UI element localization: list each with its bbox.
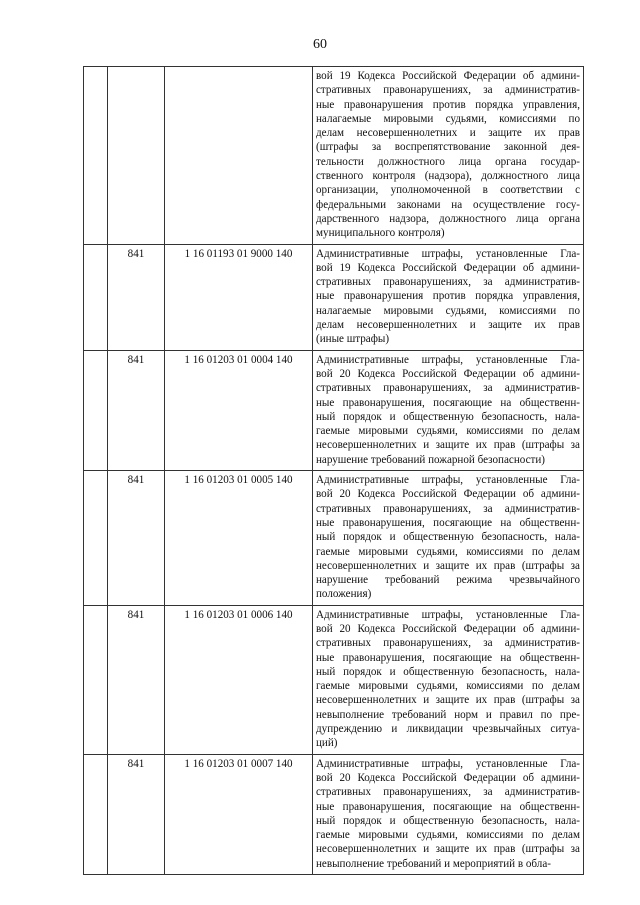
description-cell — [313, 244, 584, 350]
description-cell — [313, 605, 584, 754]
row-number-cell — [84, 754, 108, 874]
description-line: вой 20 Кодекса Российской Федерации об админи- — [316, 771, 580, 784]
description-line: ные правонарушения против порядка управления, — [316, 290, 580, 303]
description-line: ственного контроля (надзора), должностного лица — [316, 170, 580, 183]
revenue-code-cell: 1 16 01203 01 0005 140 — [165, 471, 313, 606]
description-line: несовершеннолетних и защите их прав (штрафы за — [316, 843, 580, 856]
description-line: невыполнение требований норм и правил по пре- — [316, 708, 580, 721]
row-number-cell — [84, 244, 108, 350]
row-number-cell — [84, 471, 108, 606]
description-line: вой 19 Кодекса Российской Федерации об админи- — [316, 70, 580, 82]
description-line: (иные штрафы) — [316, 333, 390, 346]
description-line: ций) — [316, 737, 338, 750]
description-line: невыполнение требований и мероприятий в обла- — [316, 857, 551, 870]
description-line: стративных правонарушениях, за административ- — [316, 637, 580, 650]
table-row — [84, 67, 584, 245]
description-line: ные правонарушения против порядка управления, — [316, 98, 580, 111]
row-number-cell — [84, 67, 108, 245]
description-line: стративных правонарушениях, за административ- — [316, 786, 580, 799]
revenue-code-cell: 1 16 01203 01 0004 140 — [165, 350, 313, 470]
description-line: дарственного надзора, должностного лица органа — [316, 212, 580, 225]
page-number: 60 — [313, 37, 327, 52]
description-cell — [313, 471, 584, 606]
table-row — [84, 605, 584, 754]
description-line: несовершеннолетних и защите их прав (штрафы за — [316, 694, 580, 707]
revenue-code-cell: 1 16 01193 01 9000 140 — [165, 244, 313, 350]
description-cell — [313, 67, 584, 245]
table-row — [84, 350, 584, 470]
description-line: Административные штрафы, установленные Гла- — [316, 608, 580, 621]
description-line: несовершеннолетних и защите их прав (штрафы за — [316, 559, 580, 572]
description-line: ный порядок и общественную безопасность, нала- — [316, 665, 580, 678]
description-cell — [313, 754, 584, 874]
description-line: вой 20 Кодекса Российской Федерации об админи- — [316, 488, 580, 501]
description-line: делам несовершеннолетних и защите их прав — [316, 127, 580, 140]
description-line: вой 20 Кодекса Российской Федерации об админи- — [316, 367, 580, 380]
revenue-code-cell: 1 16 01203 01 0007 140 — [165, 754, 313, 874]
table-body — [84, 67, 584, 875]
administrator-code-cell: 841 — [108, 244, 165, 350]
description-line: стративных правонарушениях, за административ- — [316, 502, 580, 515]
administrator-code-cell: 841 — [108, 471, 165, 606]
description-line: Административные штрафы, установленные Гла- — [316, 353, 580, 366]
description-line: нарушение требований режима чрезвычайного — [316, 574, 580, 587]
revenue-code-cell: 1 16 01203 01 0006 140 — [165, 605, 313, 754]
revenue-code-cell — [165, 67, 313, 245]
table-row — [84, 244, 584, 350]
row-number-cell — [84, 350, 108, 470]
revenue-code-table — [83, 66, 584, 875]
description-line: Административные штрафы, установленные Гла- — [316, 757, 580, 770]
description-line: ные правонарушения, посягающие на общественн- — [316, 651, 580, 664]
description-line: нарушение требований пожарной безопасности) — [316, 453, 545, 466]
description-line: делам несовершеннолетних и защите их прав — [316, 319, 580, 332]
description-line: ный порядок и общественную безопасность, нала- — [316, 814, 580, 827]
description-line: стративных правонарушениях, за административ- — [316, 84, 580, 97]
description-line: вой 19 Кодекса Российской Федерации об админи- — [316, 261, 580, 274]
description-line: вой 20 Кодекса Российской Федерации об админи- — [316, 622, 580, 635]
description-line: положения) — [316, 588, 372, 601]
description-line: ные правонарушения, посягающие на общественн- — [316, 800, 580, 813]
description-line: стративных правонарушениях, за административ- — [316, 382, 580, 395]
description-line: ный порядок и общественную безопасность, нала- — [316, 531, 580, 544]
description-line: дупреждению и ликвидации чрезвычайных ситуа- — [316, 723, 580, 736]
description-line: налагаемые мировыми судьями, комиссиями по — [316, 112, 580, 125]
description-line: гаемые мировыми судьями, комиссиями по делам — [316, 680, 580, 693]
description-line: налагаемые мировыми судьями, комиссиями по — [316, 304, 580, 317]
description-line: (штрафы за воспрепятствование законной дея- — [316, 141, 580, 154]
table-row — [84, 754, 584, 874]
administrator-code-cell: 841 — [108, 754, 165, 874]
description-line: муниципального контроля) — [316, 227, 445, 240]
description-line: федеральными законами на осуществление госу- — [316, 198, 580, 211]
description-line: гаемые мировыми судьями, комиссиями по делам — [316, 545, 580, 558]
description-cell — [313, 350, 584, 470]
table-row — [84, 471, 584, 606]
administrator-code-cell: 841 — [108, 605, 165, 754]
description-line: ные правонарушения, посягающие на общественн- — [316, 396, 580, 409]
description-line: организации, уполномоченной в соответствии с — [316, 184, 580, 197]
description-line: ные правонарушения, посягающие на общественн- — [316, 516, 580, 529]
description-line: несовершеннолетних и защите их прав (штрафы за — [316, 439, 580, 452]
administrator-code-cell — [108, 67, 165, 245]
row-number-cell — [84, 605, 108, 754]
description-line: Административные штрафы, установленные Гла- — [316, 247, 580, 260]
description-line: тельности должностного лица органа государ- — [316, 155, 580, 168]
description-line: ный порядок и общественную безопасность, нала- — [316, 410, 580, 423]
administrator-code-cell: 841 — [108, 350, 165, 470]
description-line: гаемые мировыми судьями, комиссиями по делам — [316, 829, 580, 842]
description-line: стративных правонарушениях, за административ- — [316, 276, 580, 289]
description-line: Административные штрафы, установленные Гла- — [316, 474, 580, 487]
description-line: гаемые мировыми судьями, комиссиями по делам — [316, 425, 580, 438]
